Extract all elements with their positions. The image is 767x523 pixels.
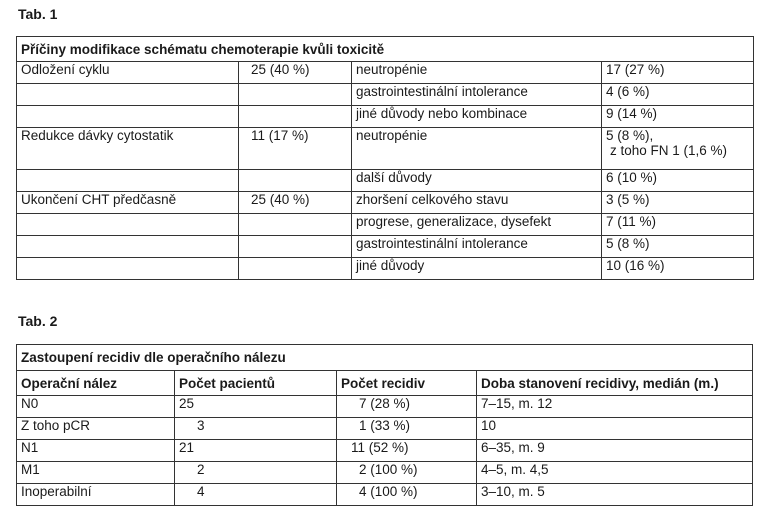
table-cell: 5 (8 %) (602, 236, 754, 258)
table-header-row (17, 371, 753, 396)
table-cell: 3 (5 %) (602, 192, 754, 214)
table-cell: 21 (175, 440, 337, 462)
table-1-caption: Příčiny modifikace schématu chemoterapie kvůli toxicitě (17, 37, 754, 62)
table-cell (239, 258, 352, 280)
table-cell: 7 (28 %) (337, 396, 477, 418)
table-cell: 4–5, m. 4,5 (477, 462, 753, 484)
table-row (17, 128, 754, 170)
table-cell: 3 (175, 418, 337, 440)
column-header: Počet recidiv (337, 371, 477, 396)
table-cell: 25 (175, 396, 337, 418)
table-cell (239, 106, 352, 128)
table-cell: 11 (17 %) (239, 128, 352, 170)
table-cell: Redukce dávky cytostatik (17, 128, 239, 170)
table-cell: M1 (17, 462, 175, 484)
table-cell: 4 (6 %) (602, 84, 754, 106)
table-row (17, 236, 754, 258)
table-cell: 17 (27 %) (602, 62, 754, 84)
table-row (17, 84, 754, 106)
table-cell (239, 214, 352, 236)
table-cell: gastrointestinální intolerance (352, 236, 602, 258)
table-row (17, 192, 754, 214)
table-cell: neutropénie (352, 62, 602, 84)
table-row (17, 214, 754, 236)
table-cell (17, 258, 239, 280)
table-cell (239, 236, 352, 258)
table-cell: 11 (52 %) (337, 440, 477, 462)
column-header: Doba stanovení recidivy, medián (m.) (477, 371, 753, 396)
table-2-caption: Zastoupení recidiv dle operačního nálezu (17, 345, 753, 371)
table-cell: Z toho pCR (17, 418, 175, 440)
table-cell: Odložení cyklu (17, 62, 239, 84)
table-row (17, 440, 753, 462)
table-cell: 2 (100 %) (337, 462, 477, 484)
table-cell: 25 (40 %) (239, 192, 352, 214)
table-cell: progrese, generalizace, dysefekt (352, 214, 602, 236)
table-cell (239, 84, 352, 106)
column-header: Počet pacientů (175, 371, 337, 396)
table-cell: zhoršení celkového stavu (352, 192, 602, 214)
table-cell: jiné důvody (352, 258, 602, 280)
table-cell: 6–35, m. 9 (477, 440, 753, 462)
table-cell: N1 (17, 440, 175, 462)
table-cell: 10 (477, 418, 753, 440)
table-row (17, 462, 753, 484)
table-cell (239, 170, 352, 192)
table-1-label: Tab. 1 (18, 6, 58, 22)
table-row (17, 258, 754, 280)
table-cell (17, 236, 239, 258)
column-header: Operační nález (17, 371, 175, 396)
table-cell: neutropénie (352, 128, 602, 170)
table-row (17, 106, 754, 128)
table-cell: 25 (40 %) (239, 62, 352, 84)
table-1 (16, 36, 754, 280)
table-cell: 7 (11 %) (602, 214, 754, 236)
table-row (17, 396, 753, 418)
table-cell: Ukončení CHT předčasně (17, 192, 239, 214)
table-cell: gastrointestinální intolerance (352, 84, 602, 106)
table-cell: Inoperabilní (17, 484, 175, 506)
table-cell (17, 214, 239, 236)
table-cell: 10 (16 %) (602, 258, 754, 280)
table-row (17, 170, 754, 192)
table-2 (16, 344, 753, 506)
table-row (17, 62, 754, 84)
table-cell: N0 (17, 396, 175, 418)
table-row (17, 418, 753, 440)
cell-line: z toho FN 1 (1,6 %) (610, 143, 728, 158)
table-cell: 4 (175, 484, 337, 506)
table-cell: 2 (175, 462, 337, 484)
table-cell: další důvody (352, 170, 602, 192)
table-cell (17, 84, 239, 106)
table-cell: 7–15, m. 12 (477, 396, 753, 418)
table-cell: 9 (14 %) (602, 106, 754, 128)
table-cell (17, 106, 239, 128)
cell-line: 5 (8 %), (606, 128, 654, 143)
table-cell (17, 170, 239, 192)
table-cell: jiné důvody nebo kombinace (352, 106, 602, 128)
table-cell: 1 (33 %) (337, 418, 477, 440)
table-cell: 3–10, m. 5 (477, 484, 753, 506)
table-cell: 6 (10 %) (602, 170, 754, 192)
table-row (17, 484, 753, 506)
table-cell: 4 (100 %) (337, 484, 477, 506)
table-cell (602, 128, 754, 170)
table-2-label: Tab. 2 (18, 313, 58, 329)
